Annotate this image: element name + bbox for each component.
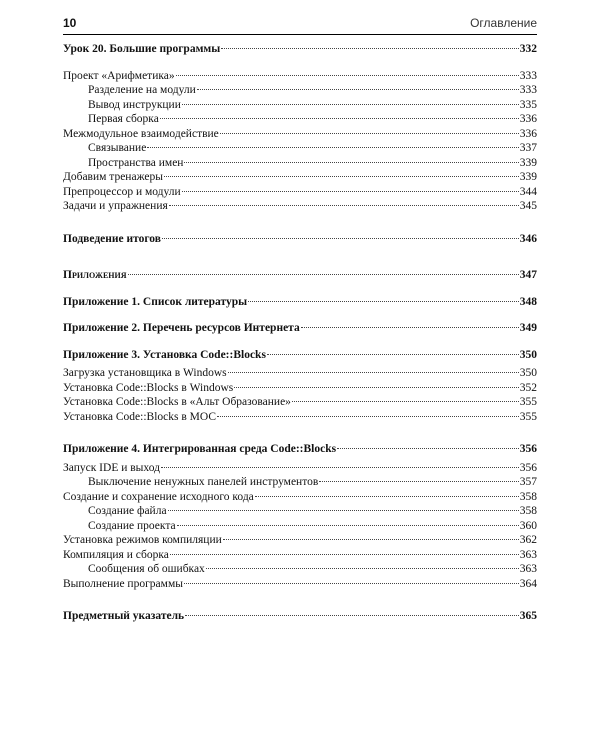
toc-page-number: 333 [519,69,537,82]
toc-page-number: 349 [519,322,537,334]
toc-entry[interactable] [63,381,537,396]
toc-subject-index[interactable] [63,609,537,624]
toc-label: Приложение 4. Интегрированная среда Code::Blocks [63,443,337,455]
toc-label: Приложения [63,269,127,281]
dot-leader [255,496,519,497]
toc-page-number: 356 [519,461,537,474]
toc-label: Установка Code::Blocks в «Альт Образование» [63,396,291,408]
toc-page-number: 337 [519,142,537,154]
running-title: Оглавление [470,16,537,30]
toc-label: Урок 20. Большие программы [63,43,221,55]
dot-leader [169,205,519,206]
dot-leader [161,467,519,468]
dot-leader [301,327,519,328]
dot-leader [220,133,519,134]
toc-label: Создание файла [88,505,167,517]
toc-label: Задачи и упражнения [63,200,168,212]
dot-leader [221,48,519,49]
toc-subentry[interactable] [63,475,537,490]
dot-leader [234,387,518,388]
toc-page-number: 333 [519,84,537,96]
dot-leader [162,238,519,239]
toc-subentry[interactable] [63,562,537,577]
toc-page-number: 355 [519,410,537,423]
toc-entry[interactable] [63,185,537,200]
toc-label: Предметный указатель [63,610,185,622]
toc-entry[interactable] [63,366,537,381]
dot-leader [228,372,519,373]
toc-appendix-1[interactable] [63,295,537,310]
toc-label: Пространства имен [88,156,184,169]
toc-label: Приложение 1. Список литературы [63,295,248,308]
dot-leader [170,554,519,555]
table-of-contents [63,40,537,624]
toc-entry[interactable] [63,410,537,425]
page-number: 10 [63,16,77,30]
toc-label: Выполнение программы [63,577,183,590]
toc-label: Приложение 2. Перечень ресурсов Интернета [63,322,300,334]
toc-page-number: 332 [519,43,537,55]
toc-entry[interactable] [63,548,537,563]
dot-leader [147,147,518,148]
toc-subentry[interactable] [63,112,537,127]
toc-entry[interactable] [63,199,537,214]
dot-leader [182,104,519,105]
toc-label: Проект «Арифметика» [63,69,175,82]
page-header [63,16,537,35]
toc-appendices[interactable] [63,268,537,283]
toc-label: Связывание [88,142,147,154]
toc-page-number: 350 [519,367,537,379]
toc-page-number: 365 [519,610,537,622]
toc-page-number: 339 [519,171,537,183]
toc-label: Препроцессор и модули [63,185,181,198]
toc-label: Выключение ненужных панелей инструментов [88,476,319,488]
toc-subentry[interactable] [63,504,537,519]
dot-leader [185,615,519,616]
toc-entry[interactable] [63,490,537,505]
dot-leader [182,191,519,192]
toc-subentry[interactable] [63,519,537,534]
toc-page-number: 355 [519,396,537,408]
toc-page-number: 360 [519,519,537,532]
toc-page-number: 347 [519,269,537,281]
dot-leader [217,416,519,417]
toc-label: Разделение на модули [88,84,196,96]
toc-page-number: 346 [519,232,537,245]
dot-leader [337,448,519,449]
dot-leader [206,568,519,569]
dot-leader [160,118,519,119]
toc-entry[interactable] [63,461,537,476]
toc-page-number: 336 [519,113,537,125]
toc-page-number: 336 [519,127,537,140]
toc-page-number: 350 [519,348,537,361]
toc-subentry[interactable] [63,141,537,156]
toc-appendix-2[interactable] [63,321,537,336]
toc-entry[interactable] [63,170,537,185]
dot-leader [184,162,518,163]
toc-entry[interactable] [63,69,537,84]
toc-label: Вывод инструкции [88,98,181,111]
toc-label: Первая сборка [88,113,159,125]
toc-page-number: 345 [519,200,537,212]
dot-leader [292,401,519,402]
toc-page-number: 363 [519,563,537,575]
toc-entry[interactable] [63,127,537,142]
toc-label: Компиляция и сборка [63,548,169,561]
toc-entry[interactable] [63,577,537,592]
toc-page-number: 339 [519,156,537,169]
toc-page-number: 352 [519,381,537,394]
toc-page-number: 356 [519,443,537,455]
toc-page-number: 358 [519,490,537,503]
toc-appendix-4[interactable] [63,442,537,457]
toc-label: Сообщения об ошибках [88,563,205,575]
toc-page-number: 358 [519,505,537,517]
toc-page-number: 348 [519,295,537,308]
toc-entry[interactable] [63,395,537,410]
toc-subentry[interactable] [63,98,537,113]
toc-label: Установка Code::Blocks в МОС [63,410,216,423]
toc-label: Подведение итогов [63,232,161,245]
toc-summary[interactable] [63,232,537,247]
toc-label: Установка Code::Blocks в Windows [63,381,234,394]
toc-label: Создание и сохранение исходного кода [63,490,254,503]
dot-leader [128,274,519,275]
toc-label: Добавим тренажеры [63,171,163,183]
toc-label: Межмодульное взаимодействие [63,127,219,140]
toc-page-number: 335 [519,98,537,111]
toc-label: Установка режимов компиляции [63,534,222,546]
toc-subentry[interactable] [63,83,537,98]
dot-leader [267,354,519,355]
toc-page-number: 344 [519,185,537,198]
toc-page-number: 364 [519,577,537,590]
toc-label: Загрузка установщика в Windows [63,367,227,379]
dot-leader [168,510,519,511]
dot-leader [184,583,519,584]
dot-leader [197,89,519,90]
toc-appendix-3[interactable] [63,348,537,363]
dot-leader [248,301,519,302]
toc-label: Создание проекта [88,519,176,532]
dot-leader [223,539,519,540]
toc-page-number: 357 [519,476,537,488]
dot-leader [319,481,518,482]
toc-entry[interactable] [63,533,537,548]
dot-leader [176,75,519,76]
dot-leader [177,525,519,526]
toc-lesson-20[interactable] [63,42,537,57]
toc-label: Приложение 3. Установка Code::Blocks [63,348,266,361]
toc-label: Запуск IDE и выход [63,461,160,474]
toc-page-number: 362 [519,534,537,546]
dot-leader [164,176,519,177]
toc-subentry[interactable] [63,156,537,171]
toc-page-number: 363 [519,548,537,561]
